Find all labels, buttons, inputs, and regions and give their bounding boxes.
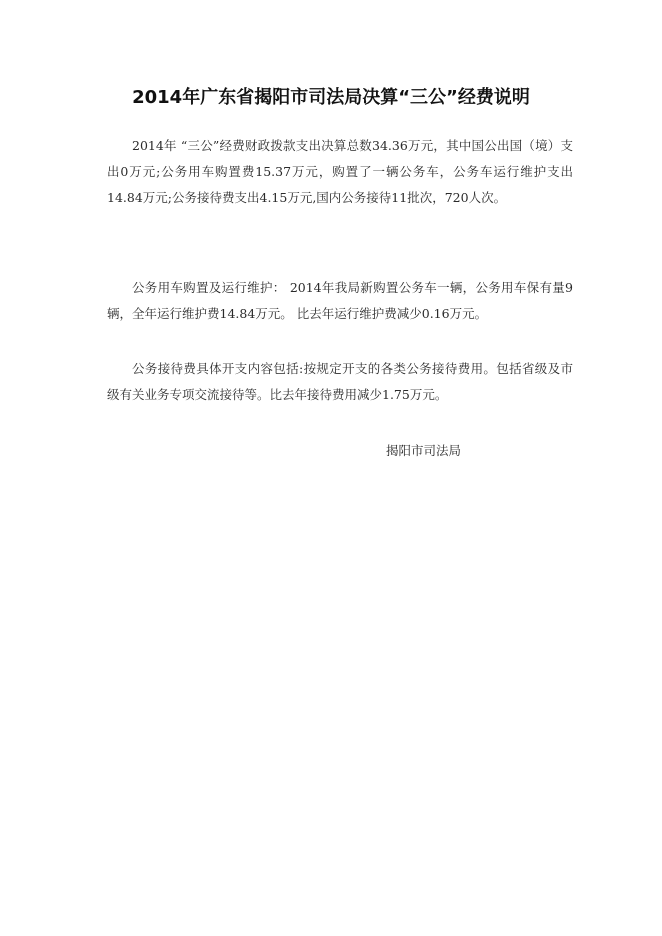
paragraph-summary: 2014年 “三公”经费财政拨款支出决算总数34.36万元，其中国公出国（境）支出0万元;公务用车购置费15.37万元，购置了一辆公务车，公务车运行维护支出14.84万元;公务接待费支出4.15万元,国内公务接待11批次，720人次。 (107, 138, 573, 205)
signature-org: 揭阳市司法局 (386, 443, 462, 458)
paragraph-reception: 公务接待费具体开支内容包括:按规定开支的各类公务接待费用。包括省级及市级有关业务专项交流接待等。比去年接待费用减少1.75万元。 (107, 361, 573, 402)
document-title: 2014年广东省揭阳市司法局决算“三公”经费说明 (132, 87, 530, 108)
paragraph-vehicle: 公务用车购置及运行维护： 2014年我局新购置公务车一辆，公务用车保有量9辆，全年运行维护费14.84万元。 比去年运行维护费减少0.16万元。 (107, 280, 573, 321)
